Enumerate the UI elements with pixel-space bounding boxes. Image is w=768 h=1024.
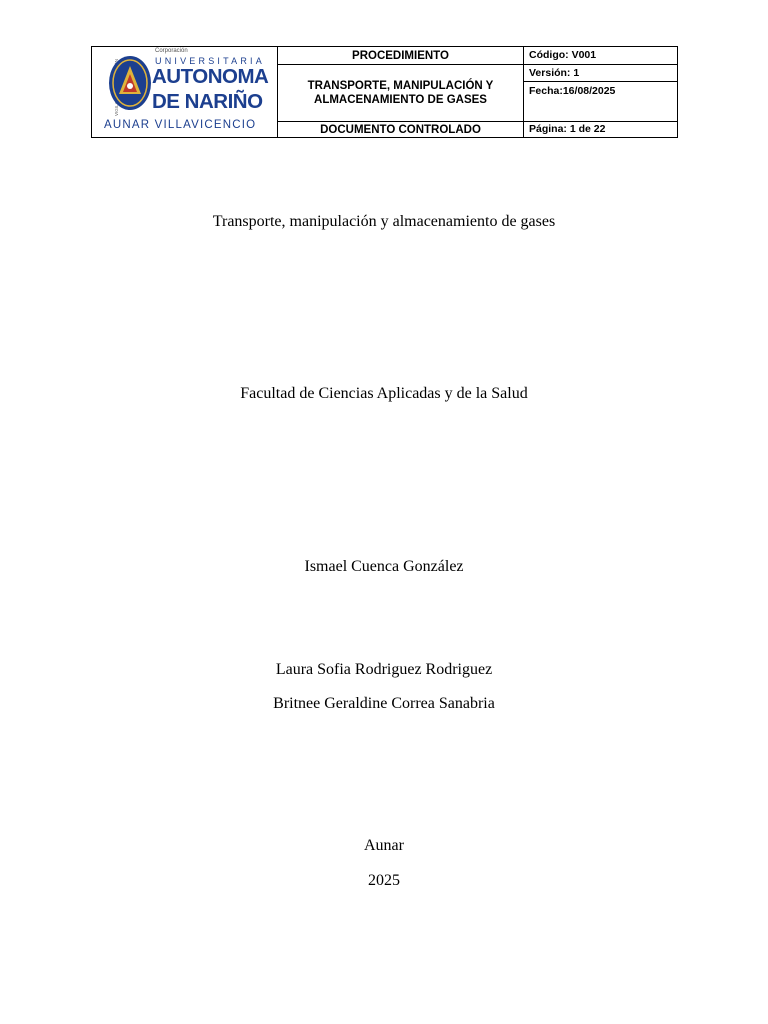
document-title-line2: ALMACENAMIENTO DE GASES xyxy=(314,94,487,106)
professor-name: Ismael Cuenca González xyxy=(304,558,464,575)
logo-autonoma: AUTONOMA xyxy=(152,65,269,88)
document-header xyxy=(91,46,678,138)
logo-corporacion: Corporación xyxy=(155,48,188,54)
author-name: Laura Sofia Rodriguez Rodriguez xyxy=(275,661,493,678)
fecha-value: Fecha:16/08/2025 xyxy=(524,82,678,122)
logo-cell xyxy=(92,47,278,138)
logo-universitaria: UNIVERSITARIA xyxy=(155,56,265,66)
author-name: Britnee Geraldine Correa Sanabria xyxy=(273,695,495,712)
codigo-value: Código: V001 xyxy=(524,47,678,65)
procedimiento-label: PROCEDIMIENTO xyxy=(278,47,524,65)
logo-de-narino: DE NARIÑO xyxy=(152,90,263,113)
pagina-value: Página: 1 de 22 xyxy=(524,122,678,138)
document-title-cell xyxy=(278,65,524,122)
year: 2025 xyxy=(368,872,400,889)
document-title-line1: TRANSPORTE, MANIPULACIÓN Y xyxy=(307,80,494,92)
faculty-name: Facultad de Ciencias Aplicadas y de la Salud xyxy=(240,385,528,402)
logo-campus: AUNAR VILLAVICENCIO xyxy=(104,119,257,131)
university-logo xyxy=(92,47,277,137)
institution-name: Aunar xyxy=(364,837,404,854)
documento-controlado-label: DOCUMENTO CONTROLADO xyxy=(278,122,524,138)
university-seal-icon xyxy=(108,54,152,112)
version-value: Versión: 1 xyxy=(524,65,678,82)
cover-title: Transporte, manipulación y almacenamiento de gases xyxy=(212,213,556,230)
